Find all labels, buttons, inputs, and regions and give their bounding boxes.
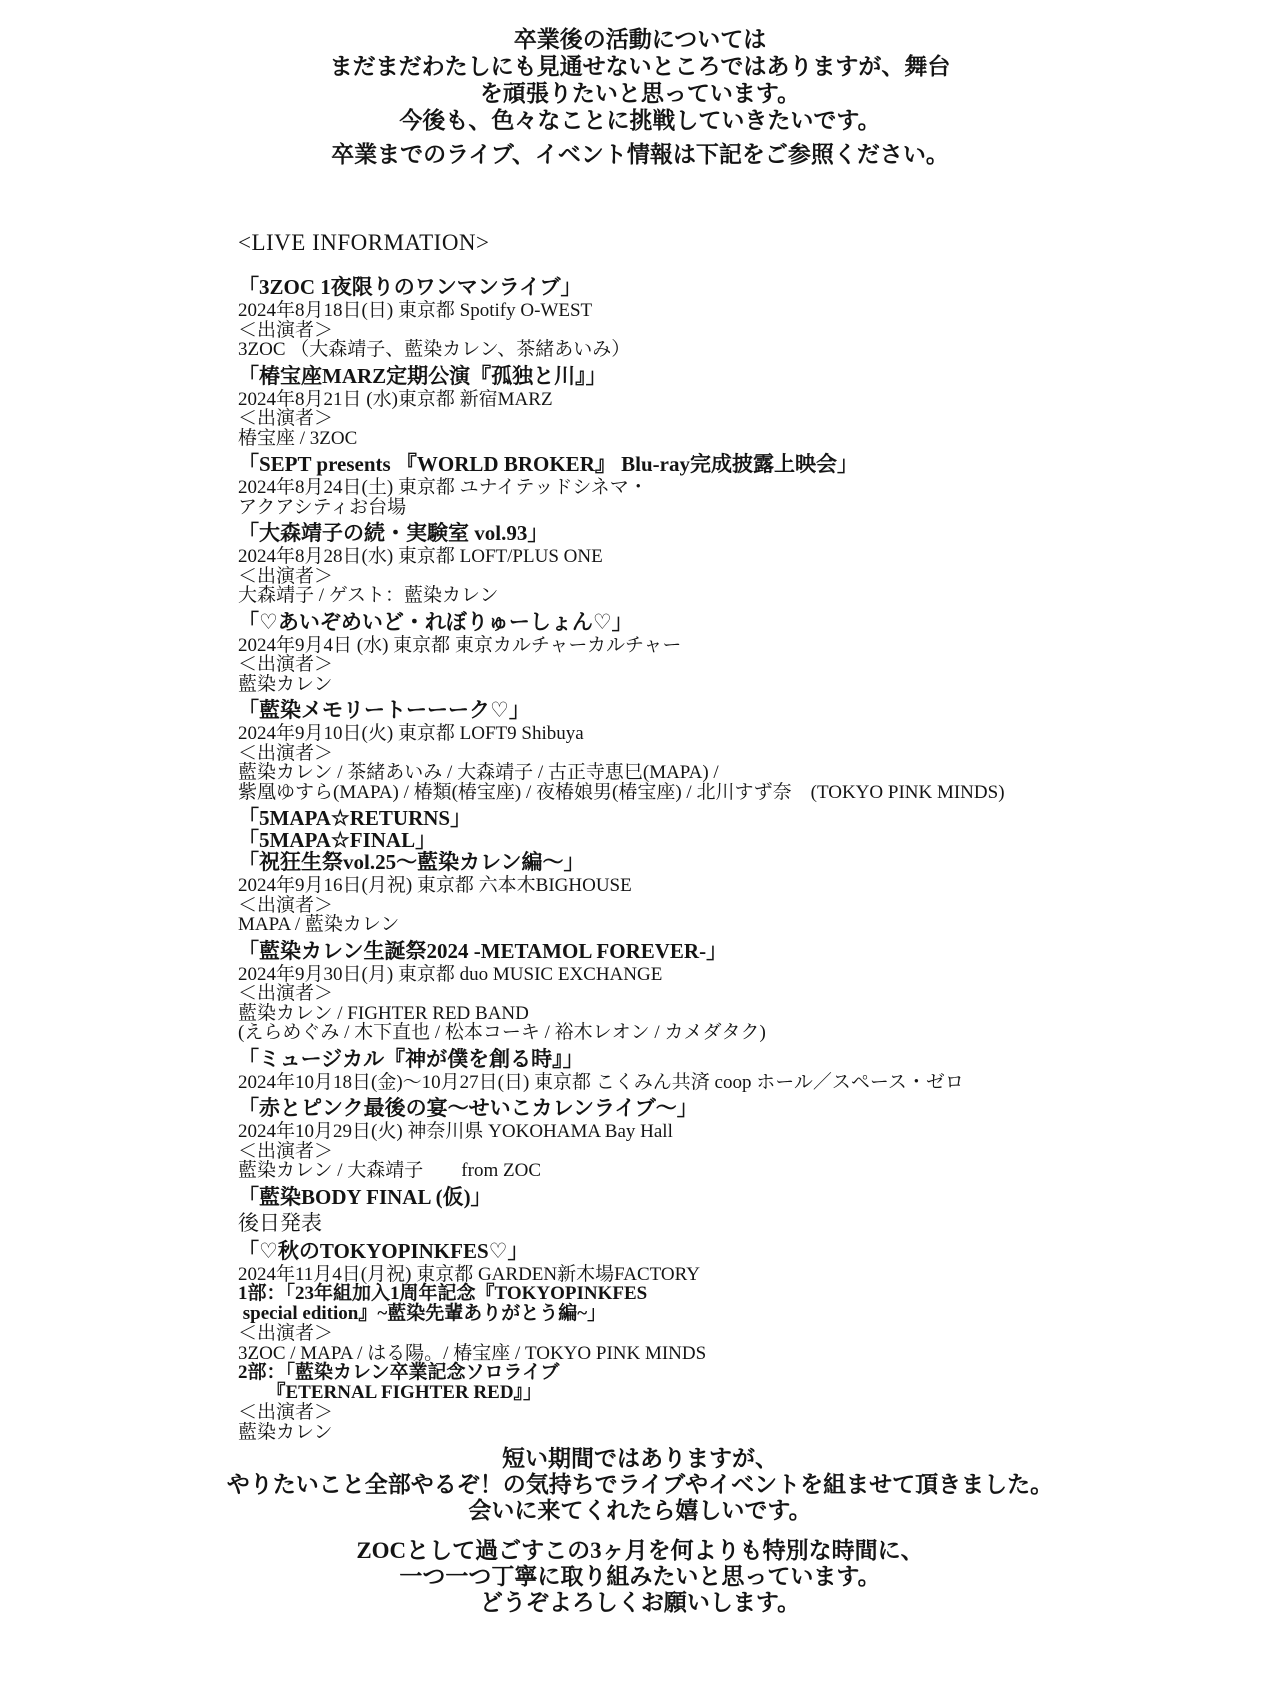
event-title-line: 「藍染BODY FINAL (仮)」: [238, 1184, 492, 1209]
event-title-line: 「藍染カレン生誕祭2024 -METAMOL FOREVER-」: [238, 938, 728, 963]
event-detail-line: 2024年11月4日(月祝) 東京都 GARDEN新木場FACTORY: [238, 1263, 700, 1285]
event-title-line: 「大森靖子の続・実験室 vol.93」: [238, 521, 549, 545]
outro-paragraph-1: [0, 1446, 1280, 1524]
event-title-line: 「祝狂生祭vol.25〜藍染カレン編〜」: [238, 850, 585, 874]
event-block: [238, 699, 1238, 802]
event-block: [238, 1240, 1238, 1443]
paragraph-line: 卒業後の活動については: [513, 27, 767, 52]
event-detail-line: 椿宝座 / 3ZOC: [238, 427, 358, 449]
paragraph-line: どうぞよろしくお願いします。: [479, 1590, 801, 1615]
event-detail-line: 3ZOC / MAPA / はる陽。/ 椿宝座 / TOKYO PINK MINDS: [238, 1342, 707, 1364]
event-detail-line: 2024年8月21日 (水)東京都 新宿MARZ: [238, 388, 553, 410]
outro: [0, 1446, 1280, 1616]
outro-gap: [0, 1524, 1280, 1538]
event-detail-line: 紫凰ゆすら(MAPA) / 椿類(椿宝座) / 夜椿娘男(椿宝座) / 北川すず奈 (TOKYO PINK MINDS): [238, 781, 1005, 803]
event-detail-line: 2024年10月29日(火) 神奈川県 YOKOHAMA Bay Hall: [238, 1121, 673, 1142]
event-detail-line: 2024年8月24日(土) 東京都 ユナイテッドシネマ・: [238, 477, 648, 498]
event-subtitle-line: 『ETERNAL FIGHTER RED』」: [238, 1382, 543, 1403]
paragraph-line: ZOCとして過ごすこの3ヶ月を何よりも特別な時間に、: [356, 1538, 924, 1563]
event-note-line: 後日発表: [238, 1210, 322, 1235]
event-detail-line: ＜出演者＞: [238, 654, 334, 675]
event-subtitle-line: special edition』~藍染先輩ありがとう編~」: [238, 1303, 607, 1324]
event-detail-line: ＜出演者＞: [238, 894, 334, 916]
event-block: [238, 453, 1238, 517]
event-detail-line: 2024年9月30日(月) 東京都 duo MUSIC EXCHANGE: [238, 963, 663, 985]
paragraph-line: 会いに来てくれたら嬉しいです。: [468, 1498, 812, 1523]
event-title-line: 「5MAPA☆RETURNS」: [238, 806, 472, 830]
intro-paragraph: [0, 0, 1280, 134]
event-title-line: 「ミュージカル『神が僕を創る時』」: [238, 1046, 584, 1071]
event-detail-line: 3ZOC （大森靖子、藍染カレン、茶緒あいみ）: [238, 339, 631, 360]
paragraph-line: 一つ一つ丁寧に取り組みたいと思っています。: [399, 1564, 881, 1589]
paragraph-line: 今後も、色々なことに挑戦していきたいです。: [399, 108, 881, 133]
paragraph-line: を頑張りたいと思っています。: [479, 81, 801, 106]
event-block: [238, 522, 1238, 606]
event-subtitle-line: 2部：「藍染カレン卒業記念ソロライブ: [238, 1362, 560, 1383]
event-block: [238, 807, 1238, 935]
paragraph-line: 短い期間ではありますが、: [502, 1446, 778, 1471]
event-detail-line: 藍染カレン / 茶緒あいみ / 大森靖子 / 古正寺恵巳(MAPA) /: [238, 762, 719, 783]
event-detail-line: 2024年9月4日 (水) 東京都 東京カルチャーカルチャー: [238, 634, 682, 656]
event-title-line: 「3ZOC 1夜限りのワンマンライブ」: [238, 275, 582, 299]
event-block: [238, 276, 1238, 360]
event-detail-line: 藍染カレン: [238, 1421, 333, 1443]
event-title-line: 「♡あいぞめいど・れぼりゅーしょん♡」: [238, 609, 633, 634]
event-detail-line: (えらめぐみ / 木下直也 / 松本コーキ / 裕木レオン / カメダタク): [238, 1022, 766, 1043]
event-detail-line: ＜出演者＞: [238, 983, 334, 1004]
event-detail-line: ＜出演者＞: [238, 1323, 334, 1344]
event-detail-line: 2024年8月18日(日) 東京都 Spotify O-WEST: [238, 300, 593, 321]
event-detail-line: 藍染カレン / 大森靖子 from ZOC: [238, 1160, 541, 1181]
live-information-header: <LIVE INFORMATION>: [238, 230, 490, 255]
event-block: [238, 365, 1238, 449]
event-block: [238, 1048, 1238, 1093]
event-title-line: 「♡秋のTOKYOPINKFES♡」: [238, 1238, 529, 1263]
event-block: [238, 1097, 1238, 1181]
outro-paragraph-2: [0, 1538, 1280, 1616]
event-detail-line: 2024年8月28日(水) 東京都 LOFT/PLUS ONE: [238, 546, 603, 567]
event-block: [238, 1186, 1238, 1235]
event-detail-line: MAPA / 藍染カレン: [238, 914, 400, 935]
intro-note: 卒業までのライブ、イベント情報は下記をご参照ください。: [331, 142, 949, 167]
events-list: [238, 276, 1238, 1442]
event-block: [238, 940, 1238, 1043]
event-block: [238, 611, 1238, 695]
event-detail-line: ＜出演者＞: [238, 1402, 334, 1423]
event-detail-line: 藍染カレン / FIGHTER RED BAND: [238, 1002, 529, 1024]
event-detail-line: ＜出演者＞: [238, 408, 334, 429]
event-detail-line: 大森靖子 / ゲスト：藍染カレン: [238, 585, 499, 606]
event-title-line: 「椿宝座MARZ定期公演『孤独と川』」: [238, 363, 607, 388]
event-subtitle-line: 1部：「23年組加入1周年記念『TOKYOPINKFES: [238, 1283, 648, 1304]
paragraph-line: まだまだわたしにも見通せないところではありますが、舞台: [329, 54, 951, 79]
event-detail-line: 2024年9月10日(火) 東京都 LOFT9 Shibuya: [238, 723, 584, 744]
event-detail-line: ＜出演者＞: [238, 319, 334, 341]
event-detail-line: 2024年10月18日(金)〜10月27日(日) 東京都 こくみん共済 coop ホール／スペース・ゼロ: [238, 1071, 964, 1093]
event-title-line: 「5MAPA☆FINAL」: [238, 828, 437, 852]
paragraph-line: やりたいこと全部やるぞ！の気持ちでライブやイベントを組ませて頂きました。: [226, 1472, 1054, 1497]
event-detail-line: ＜出演者＞: [238, 565, 334, 587]
event-detail-line: 2024年9月16日(月祝) 東京都 六本木BIGHOUSE: [238, 875, 632, 896]
event-detail-line: ＜出演者＞: [238, 1140, 334, 1162]
event-title-line: 「SEPT presents 『WORLD BROKER』 Blu-ray完成披露上映会」: [238, 452, 858, 476]
event-detail-line: 藍染カレン: [238, 673, 333, 695]
event-detail-line: アクアシティお台場: [238, 496, 407, 518]
event-title-line: 「藍染メモリートーーーク♡」: [238, 698, 530, 722]
event-title-line: 「赤とピンク最後の宴〜せいこカレンライブ〜」: [238, 1096, 698, 1120]
event-detail-line: ＜出演者＞: [238, 742, 334, 764]
